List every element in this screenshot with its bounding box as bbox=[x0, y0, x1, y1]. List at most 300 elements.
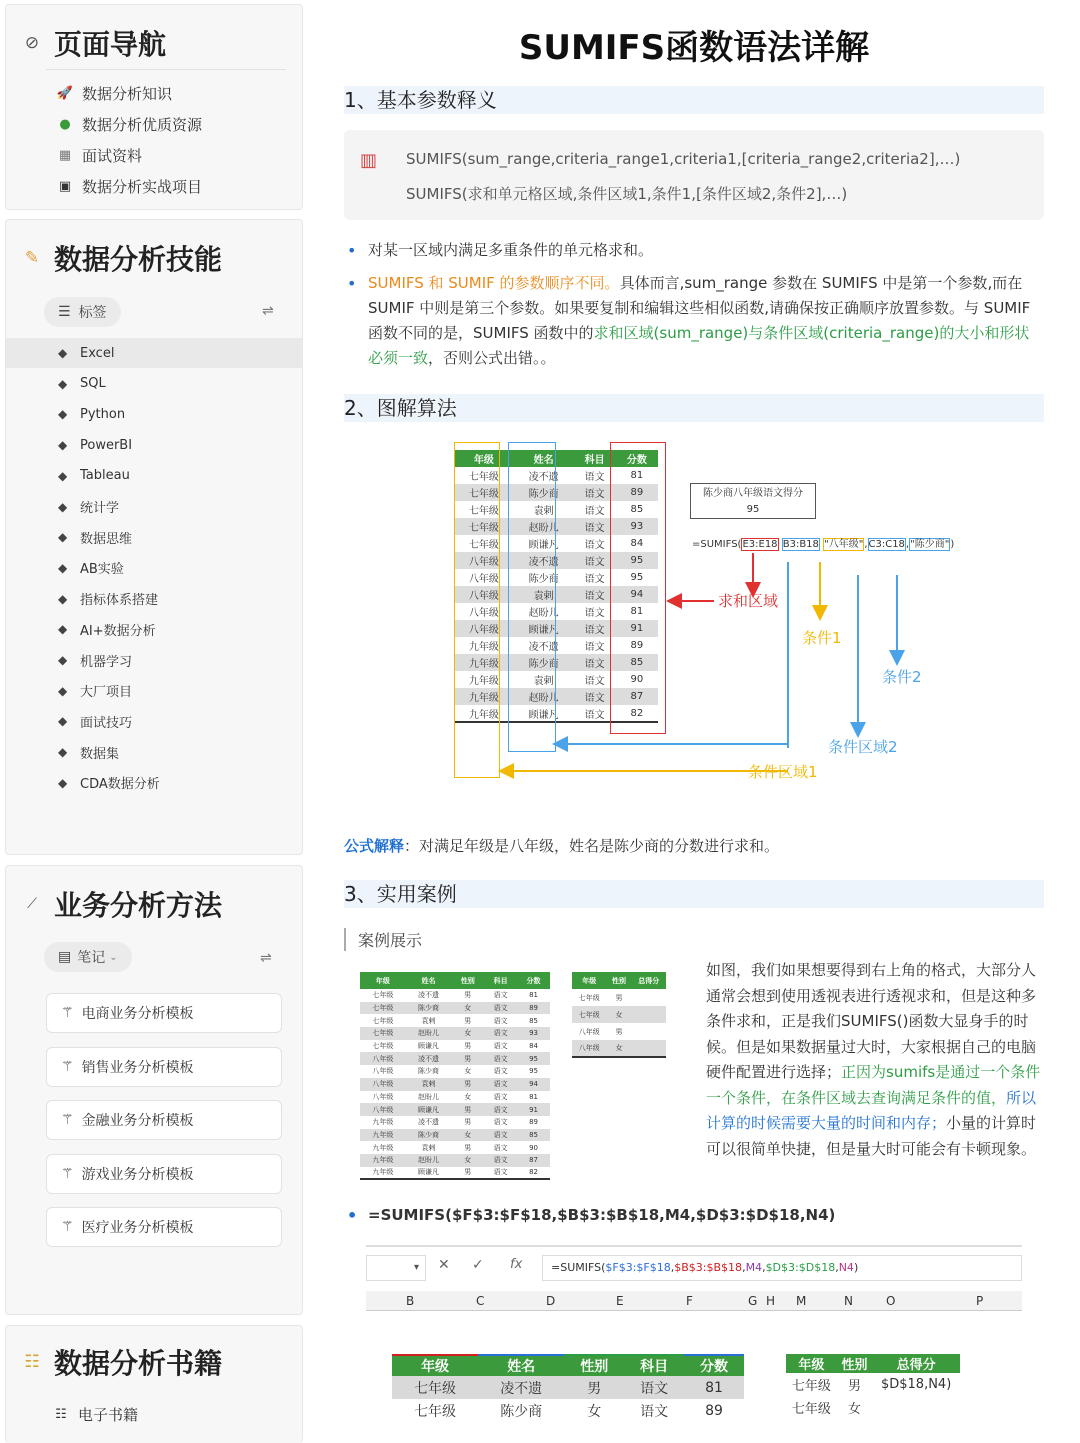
table-cell: 语文 bbox=[484, 1014, 517, 1027]
table-row bbox=[360, 1116, 550, 1129]
text-span: ，否则公式出错。。 bbox=[428, 349, 556, 367]
table-cell: 语文 bbox=[574, 501, 616, 518]
table-cell: 七年级 bbox=[360, 1014, 406, 1027]
table-cell: 七年级 bbox=[786, 1373, 837, 1396]
table-cell: 82 bbox=[616, 705, 658, 722]
column-header[interactable]: M bbox=[796, 1294, 807, 1308]
table-cell: 84 bbox=[517, 1040, 550, 1053]
table-cell: 语文 bbox=[574, 688, 616, 705]
table-cell: 语文 bbox=[484, 1154, 517, 1167]
tag-label: SQL bbox=[80, 376, 106, 392]
table-cell: 语文 bbox=[574, 654, 616, 671]
nav-item[interactable] bbox=[56, 176, 202, 197]
table-cell bbox=[631, 1040, 666, 1057]
tag-item[interactable] bbox=[6, 553, 302, 583]
table-cell: 陈少商 bbox=[514, 569, 574, 586]
table-cell: 95 bbox=[517, 1065, 550, 1078]
nav-title: 页面导航 bbox=[54, 28, 167, 61]
books-title: 数据分析书籍 bbox=[54, 1347, 223, 1380]
header-cell: 年级 bbox=[392, 1355, 478, 1376]
header-cell: 性别 bbox=[451, 972, 484, 989]
table-cell: 凌不遗 bbox=[514, 637, 574, 654]
tag-icon: ◆ bbox=[58, 683, 68, 698]
tag-item[interactable] bbox=[6, 645, 302, 675]
table-cell: 赵盼儿 bbox=[406, 1154, 452, 1167]
name-box[interactable] bbox=[366, 1255, 426, 1281]
tag-item[interactable] bbox=[6, 584, 302, 614]
tag-label: 数据集 bbox=[80, 746, 120, 762]
formula-part: M4 bbox=[745, 1261, 763, 1274]
tag-icon: ◆ bbox=[58, 560, 68, 575]
table-cell: 87 bbox=[517, 1154, 550, 1167]
nav-item[interactable] bbox=[56, 83, 172, 104]
header-cell: 分数 bbox=[616, 450, 658, 467]
template-card[interactable] bbox=[46, 1207, 282, 1247]
tag-filter-label: 标签 bbox=[78, 305, 107, 321]
list-icon: ☰ bbox=[58, 304, 71, 320]
excel-formula-bar bbox=[366, 1245, 1022, 1309]
template-card-label: 电商业务分析模板 bbox=[81, 1006, 194, 1022]
formula-part: =SUMIFS( bbox=[551, 1261, 606, 1274]
table-cell: 顾谦凡 bbox=[514, 705, 574, 722]
table-cell: 七年级 bbox=[454, 467, 514, 484]
column-headers bbox=[366, 1291, 1022, 1311]
table-row bbox=[360, 1014, 550, 1027]
table-cell: 87 bbox=[616, 688, 658, 705]
table-cell: 语文 bbox=[624, 1376, 684, 1399]
table-cell: 语文 bbox=[574, 620, 616, 637]
chevron-down-icon: ▾ bbox=[413, 1262, 419, 1273]
tag-icon: ◆ bbox=[58, 591, 68, 606]
table-cell: 陈少商 bbox=[514, 484, 574, 501]
table-cell: 85 bbox=[616, 654, 658, 671]
header-cell: 姓名 bbox=[478, 1355, 564, 1376]
formula-input[interactable]: =SUMIFS($F$3:$F$18,$B$3:$B$18,M4,$D$3:$D$18,N4) bbox=[542, 1255, 1022, 1281]
methods-header bbox=[20, 884, 222, 924]
case-table bbox=[360, 972, 550, 1180]
header-cell: 总得分 bbox=[631, 972, 666, 989]
highlight-text: 求和区域(sum_range)与条件区域(criteria_range)的大小和形状必须一致 bbox=[368, 324, 1030, 367]
tag-item[interactable] bbox=[6, 614, 302, 644]
table-cell: 女 bbox=[451, 1002, 484, 1015]
tag-item[interactable] bbox=[6, 399, 302, 429]
table-cell: 语文 bbox=[624, 1399, 684, 1422]
pencil-icon: ✎ bbox=[24, 248, 40, 268]
skills-panel bbox=[5, 219, 303, 855]
table-cell: 93 bbox=[517, 1027, 550, 1040]
formula-part: E3:E18 bbox=[742, 539, 778, 550]
text-span: 具体而言,sum_range 参数在 SUMIFS 中是第一个参数,而在 SUMIF 中则是第三个参数。如果要复制和编辑这些相似函数,请确保按正确顺序放置参数。与 SUMIF函数不同的是，SUMIFS 函数中的 bbox=[368, 274, 1031, 342]
calendar-icon: ▦ bbox=[58, 148, 72, 163]
table-row bbox=[360, 1052, 550, 1065]
column-header[interactable]: F bbox=[686, 1294, 693, 1308]
function-icon[interactable]: fx bbox=[510, 1257, 523, 1272]
tag-item[interactable] bbox=[6, 768, 302, 798]
table-cell: 陈少商 bbox=[478, 1399, 564, 1422]
tag-icon: ◆ bbox=[58, 775, 68, 790]
code-line: SUMIFS(sum_range,criteria_range1,criteria1,[criteria_range2,criteria2],…) bbox=[406, 150, 961, 168]
case-paragraph bbox=[706, 958, 1042, 1162]
header-row bbox=[786, 1354, 960, 1373]
table-cell: 81 bbox=[616, 603, 658, 620]
table-row bbox=[572, 1040, 666, 1057]
table-cell: 82 bbox=[517, 1167, 550, 1180]
table-cell: 94 bbox=[616, 586, 658, 603]
table-cell: 语文 bbox=[574, 586, 616, 603]
table-cell: 八年级 bbox=[454, 552, 514, 569]
table-cell: 女 bbox=[451, 1065, 484, 1078]
excel-result-table bbox=[786, 1354, 960, 1419]
tag-label: 面试技巧 bbox=[80, 715, 133, 731]
table-cell: $D$18,N4) bbox=[872, 1373, 960, 1396]
tag-item[interactable] bbox=[6, 430, 302, 460]
column-header[interactable]: D bbox=[546, 1294, 556, 1308]
table-cell: 顾谦凡 bbox=[514, 535, 574, 552]
bullet-icon: • bbox=[347, 1206, 358, 1225]
methods-panel bbox=[5, 865, 303, 1315]
table-cell: 袁剌 bbox=[406, 1141, 452, 1154]
table-cell: 85 bbox=[517, 1129, 550, 1142]
table-cell: 七年级 bbox=[572, 1006, 607, 1023]
table-cell: 语文 bbox=[574, 603, 616, 620]
table-cell: 九年级 bbox=[360, 1129, 406, 1142]
table-cell: 八年级 bbox=[360, 1103, 406, 1116]
bullet-formula: =SUMIFS($F$3:$F$18,$B$3:$B$18,M4,$D$3:$D$18,N4) bbox=[368, 1206, 836, 1224]
table-cell: 语文 bbox=[484, 1065, 517, 1078]
table-cell: 语文 bbox=[484, 1040, 517, 1053]
table-cell: 男 bbox=[451, 1167, 484, 1180]
header-cell: 科目 bbox=[574, 450, 616, 467]
tag-icon: ◆ bbox=[58, 714, 68, 729]
table-cell: 90 bbox=[517, 1141, 550, 1154]
tag-item[interactable] bbox=[6, 676, 302, 706]
header-cell: 性别 bbox=[837, 1354, 872, 1373]
table-cell: 女 bbox=[451, 1129, 484, 1142]
tag-label: AI+数据分析 bbox=[80, 623, 156, 639]
formula-part: B3:B18 bbox=[782, 539, 819, 550]
formula-part: $D$3:$D$18 bbox=[765, 1261, 836, 1274]
table-cell: 七年级 bbox=[786, 1396, 837, 1419]
table-cell: 袁剌 bbox=[406, 1078, 452, 1091]
header-cell: 分数 bbox=[517, 972, 550, 989]
table-cell: 语文 bbox=[574, 552, 616, 569]
books-item[interactable] bbox=[52, 1404, 138, 1425]
header-cell: 年级 bbox=[454, 450, 514, 467]
table-cell: 袁剌 bbox=[514, 586, 574, 603]
label-criteria-1: 条件1 bbox=[802, 629, 842, 647]
settings-icon[interactable]: ⇌ bbox=[260, 950, 272, 966]
table-cell: 语文 bbox=[484, 1167, 517, 1180]
column-header[interactable]: P bbox=[976, 1294, 984, 1308]
table-cell: 89 bbox=[517, 1002, 550, 1015]
result-label: 陈少商八年级语文得分 bbox=[703, 488, 803, 499]
table-cell: 语文 bbox=[484, 1002, 517, 1015]
table-cell: 九年级 bbox=[360, 1154, 406, 1167]
nav-item[interactable] bbox=[56, 145, 142, 166]
header-row bbox=[572, 972, 666, 989]
nav-panel bbox=[5, 4, 303, 210]
code-block bbox=[344, 130, 1044, 220]
header-cell: 年级 bbox=[786, 1354, 837, 1373]
table-row bbox=[786, 1396, 960, 1419]
formula-explain-label: 公式解释 bbox=[344, 837, 405, 855]
table-cell: 94 bbox=[517, 1078, 550, 1091]
column-header[interactable]: B bbox=[406, 1294, 415, 1308]
table-cell: 七年级 bbox=[454, 484, 514, 501]
table-cell: 女 bbox=[451, 1154, 484, 1167]
table-cell: 81 bbox=[616, 467, 658, 484]
header-cell: 姓名 bbox=[514, 450, 574, 467]
table-cell: 93 bbox=[616, 518, 658, 535]
table-cell: 语文 bbox=[484, 989, 517, 1002]
table-cell: 陈少商 bbox=[406, 1002, 452, 1015]
books-item-label: 电子书籍 bbox=[78, 1406, 139, 1424]
table-cell: 赵盼儿 bbox=[406, 1027, 452, 1040]
case-result-table bbox=[572, 972, 666, 1058]
template-card[interactable] bbox=[46, 1100, 282, 1140]
table-cell: 语文 bbox=[574, 484, 616, 501]
table-cell: 七年级 bbox=[454, 535, 514, 552]
table-cell: 男 bbox=[451, 1040, 484, 1053]
tag-item[interactable] bbox=[6, 461, 302, 491]
table-cell: 男 bbox=[607, 989, 632, 1006]
table-row bbox=[360, 1027, 550, 1040]
highlight-text: 所以计算的时候需要大量的时间和内存； bbox=[706, 1088, 1037, 1132]
table-cell: 85 bbox=[517, 1014, 550, 1027]
header-row bbox=[360, 972, 550, 989]
tag-item[interactable] bbox=[6, 737, 302, 767]
table-cell: 语文 bbox=[484, 1116, 517, 1129]
column-header[interactable]: C bbox=[476, 1294, 485, 1308]
table-cell: 90 bbox=[616, 671, 658, 688]
table-cell: 女 bbox=[451, 1091, 484, 1104]
text-span: 小量的计算时可以很简单快捷，但是量大时可能会有卡顿现象。 bbox=[706, 1114, 1037, 1158]
bullet-text bbox=[368, 271, 1044, 371]
table-cell: 凌不遗 bbox=[406, 989, 452, 1002]
table-row bbox=[360, 1141, 550, 1154]
table-cell: 89 bbox=[684, 1399, 744, 1422]
nav-item-label: 数据分析优质资源 bbox=[82, 116, 203, 134]
table-cell: 陈少商 bbox=[406, 1065, 452, 1078]
table-cell: 语文 bbox=[574, 671, 616, 688]
table-cell: 男 bbox=[451, 1116, 484, 1129]
tag-label: Python bbox=[80, 406, 126, 422]
table-cell bbox=[872, 1396, 960, 1419]
tag-icon: ◆ bbox=[58, 346, 68, 360]
formula-explain bbox=[344, 835, 779, 856]
table-cell bbox=[631, 1023, 666, 1040]
table-cell: 男 bbox=[451, 1103, 484, 1116]
table-cell: 赵盼儿 bbox=[514, 603, 574, 620]
header-cell: 分数 bbox=[684, 1355, 744, 1376]
nav-item-label: 面试资料 bbox=[82, 147, 143, 165]
table-cell: 男 bbox=[451, 1014, 484, 1027]
table-cell: 凌不遗 bbox=[478, 1376, 564, 1399]
nav-header bbox=[20, 23, 166, 63]
cancel-icon[interactable]: ✕ bbox=[438, 1257, 450, 1273]
table-cell: 95 bbox=[517, 1052, 550, 1065]
excel-data-table bbox=[392, 1354, 744, 1422]
table-cell bbox=[631, 1006, 666, 1023]
sidebar bbox=[0, 0, 308, 1443]
tag-icon: ◆ bbox=[58, 530, 68, 545]
table-row bbox=[572, 1006, 666, 1023]
template-card-label: 游戏业务分析模板 bbox=[81, 1166, 194, 1183]
table-cell: 81 bbox=[684, 1376, 744, 1399]
table-cell: 89 bbox=[517, 1116, 550, 1129]
label-criteria-2: 条件2 bbox=[882, 668, 922, 686]
table-cell: 语文 bbox=[574, 467, 616, 484]
magic-wand-icon: ⚚ bbox=[61, 1112, 74, 1128]
table-row bbox=[360, 989, 550, 1002]
template-card[interactable] bbox=[46, 1154, 282, 1194]
table-cell: 语文 bbox=[574, 535, 616, 552]
formula-part: ) bbox=[853, 1261, 859, 1274]
nav-item-label: 数据分析实战项目 bbox=[82, 178, 203, 196]
nav-item-label: 数据分析知识 bbox=[82, 85, 173, 103]
column-header[interactable]: H bbox=[766, 1294, 776, 1308]
template-card[interactable] bbox=[46, 993, 282, 1033]
note-filter-label: 笔记 bbox=[77, 950, 106, 966]
divider bbox=[46, 69, 286, 70]
column-header[interactable]: G bbox=[748, 1294, 758, 1308]
table-cell: 九年级 bbox=[454, 637, 514, 654]
table-cell: 袁剌 bbox=[514, 501, 574, 518]
table-cell: 凌不遗 bbox=[406, 1116, 452, 1129]
table-row bbox=[392, 1376, 744, 1399]
tag-filter[interactable] bbox=[44, 297, 121, 327]
header-cell: 年级 bbox=[572, 972, 607, 989]
table-cell: 八年级 bbox=[454, 586, 514, 603]
table-row bbox=[572, 1023, 666, 1040]
table-cell: 语文 bbox=[484, 1103, 517, 1116]
column-header[interactable]: N bbox=[844, 1294, 853, 1308]
table-cell: 语文 bbox=[484, 1091, 517, 1104]
tag-icon: ◆ bbox=[58, 653, 68, 667]
tag-icon: ◆ bbox=[58, 376, 68, 391]
header-cell: 性别 bbox=[564, 1355, 624, 1376]
table-cell: 八年级 bbox=[454, 569, 514, 586]
template-card-label: 金融业务分析模板 bbox=[81, 1113, 194, 1129]
label-sum-range: 求和区域 bbox=[718, 592, 779, 610]
books-panel bbox=[5, 1325, 303, 1443]
table-cell: 陈少商 bbox=[514, 654, 574, 671]
table-cell: 袁剌 bbox=[406, 1014, 452, 1027]
table-cell: 顾谦凡 bbox=[406, 1103, 452, 1116]
formula-part: $F$3:$F$18 bbox=[605, 1261, 671, 1274]
table-cell: 七年级 bbox=[392, 1376, 478, 1399]
section-heading: 3、实用案例 bbox=[344, 880, 1044, 908]
table-cell: 顾谦凡 bbox=[514, 620, 574, 637]
checklist-icon: ☷ bbox=[24, 1352, 40, 1372]
table-cell: 八年级 bbox=[360, 1078, 406, 1091]
highlight-text: SUMIFS 和 SUMIF 的参数顺序不同。 bbox=[368, 274, 620, 292]
table-cell: 七年级 bbox=[360, 989, 406, 1002]
wand-icon: ⟋ bbox=[27, 896, 37, 912]
tag-label: 机器学习 bbox=[80, 654, 133, 670]
table-cell: 顾谦凡 bbox=[406, 1040, 452, 1053]
table-cell: 九年级 bbox=[454, 705, 514, 722]
confirm-icon[interactable]: ✓ bbox=[472, 1257, 484, 1273]
label-criteria-range-1: 条件区域1 bbox=[748, 763, 818, 781]
magic-wand-icon: ⚚ bbox=[61, 1165, 74, 1182]
table-cell: 语文 bbox=[574, 705, 616, 722]
tag-item[interactable] bbox=[6, 706, 302, 736]
table-cell: 袁剌 bbox=[514, 671, 574, 688]
header-cell: 科目 bbox=[624, 1355, 684, 1376]
table-cell: 七年级 bbox=[392, 1399, 478, 1422]
column-header[interactable]: O bbox=[886, 1294, 896, 1308]
tag-item[interactable] bbox=[6, 338, 302, 368]
tag-label: PowerBI bbox=[80, 437, 133, 453]
table-cell: 九年级 bbox=[454, 654, 514, 671]
table-cell: 女 bbox=[607, 1006, 632, 1023]
table-cell: 凌不遗 bbox=[514, 467, 574, 484]
tag-label: 统计学 bbox=[80, 501, 120, 516]
tag-item[interactable] bbox=[6, 522, 302, 552]
template-card[interactable] bbox=[46, 1047, 282, 1087]
nav-item[interactable] bbox=[56, 114, 202, 135]
tag-label: Excel bbox=[80, 345, 115, 361]
table-cell: 男 bbox=[607, 1023, 632, 1040]
label-criteria-range-2: 条件区域2 bbox=[828, 738, 898, 756]
formula-part: C3:C18 bbox=[868, 539, 905, 550]
diagram-formula: =SUMIFS(E3:E18 B3:B18 "八年级",C3:C18,"陈少商") bbox=[692, 539, 955, 550]
table-cell: 语文 bbox=[574, 637, 616, 654]
table-row bbox=[360, 1091, 550, 1104]
table-cell: 语文 bbox=[484, 1078, 517, 1091]
settings-icon[interactable]: ⇌ bbox=[262, 303, 274, 319]
table-cell: 84 bbox=[616, 535, 658, 552]
table-cell: 85 bbox=[616, 501, 658, 518]
table-cell: 女 bbox=[564, 1399, 624, 1422]
note-filter[interactable] bbox=[44, 942, 132, 972]
table-cell: 九年级 bbox=[454, 688, 514, 705]
tag-label: CDA数据分析 bbox=[80, 777, 160, 793]
note-icon: ▤ bbox=[58, 949, 72, 965]
table-cell: 七年级 bbox=[454, 501, 514, 518]
table-cell: 赵盼儿 bbox=[514, 688, 574, 705]
table-cell: 七年级 bbox=[360, 1027, 406, 1040]
table-row bbox=[360, 1065, 550, 1078]
table-cell: 男 bbox=[451, 989, 484, 1002]
table-row bbox=[360, 1002, 550, 1015]
tag-icon: ◆ bbox=[58, 438, 68, 453]
books-header bbox=[20, 1342, 222, 1382]
tag-item[interactable] bbox=[6, 492, 302, 522]
table-cell: 95 bbox=[616, 552, 658, 569]
case-title: 案例展示 bbox=[344, 928, 422, 951]
bullet-text: 对某一区域内满足多重条件的单元格求和。 bbox=[368, 241, 654, 259]
template-card-label: 医疗业务分析模板 bbox=[81, 1220, 194, 1236]
table-cell: 凌不遗 bbox=[514, 552, 574, 569]
table-row bbox=[572, 989, 666, 1006]
formula-part: "八年级" bbox=[824, 539, 864, 550]
tag-icon: ◆ bbox=[58, 745, 68, 760]
table-cell: 语文 bbox=[484, 1027, 517, 1040]
tag-item[interactable] bbox=[6, 369, 302, 399]
formula-part: N4 bbox=[838, 1261, 854, 1274]
column-header[interactable]: E bbox=[616, 1294, 624, 1308]
header-cell: 科目 bbox=[484, 972, 517, 989]
magic-wand-icon: ⚚ bbox=[61, 1005, 74, 1021]
table-cell: 男 bbox=[451, 1052, 484, 1065]
highlight-text: 正因为sumifs是通过一个条件一个条件，在条件区域去查询满足条件的值， bbox=[706, 1063, 1041, 1107]
tree-icon: ● bbox=[59, 117, 71, 132]
section-heading: 2、图解算法 bbox=[344, 394, 1044, 422]
table-cell: 七年级 bbox=[360, 1002, 406, 1015]
table-cell: 九年级 bbox=[360, 1167, 406, 1180]
